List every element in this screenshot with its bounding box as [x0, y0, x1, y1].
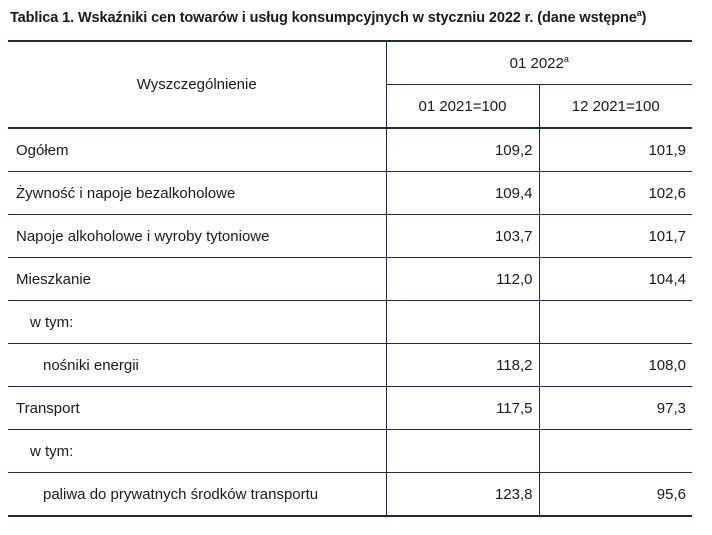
table-row	[8, 215, 692, 258]
row-label: Napoje alkoholowe i wyroby tytoniowe	[8, 215, 386, 258]
price-index-table	[8, 40, 692, 517]
value-vs-dec-2021: 101,9	[539, 128, 692, 172]
value-vs-dec-2021	[539, 301, 692, 344]
value-vs-jan-2021: 109,2	[386, 128, 539, 172]
row-label: paliwa do prywatnych środków transportu	[8, 473, 386, 517]
table-row	[8, 172, 692, 215]
table-row	[8, 301, 692, 344]
row-label: nośniki energii	[8, 344, 386, 387]
value-vs-dec-2021	[539, 430, 692, 473]
value-vs-jan-2021: 118,2	[386, 344, 539, 387]
value-vs-dec-2021: 95,6	[539, 473, 692, 517]
header-period-footnote-mark: a	[563, 54, 569, 64]
row-label: w tym:	[8, 301, 386, 344]
table-header	[8, 41, 692, 128]
table-title	[10, 8, 646, 26]
header-base-month: 12 2021=100	[539, 85, 692, 129]
value-vs-dec-2021: 102,6	[539, 172, 692, 215]
table-row	[8, 473, 692, 517]
value-vs-dec-2021: 101,7	[539, 215, 692, 258]
table-row	[8, 258, 692, 301]
value-vs-jan-2021: 123,8	[386, 473, 539, 517]
row-label: Żywność i napoje bezalkoholowe	[8, 172, 386, 215]
value-vs-jan-2021: 103,7	[386, 215, 539, 258]
value-vs-dec-2021: 108,0	[539, 344, 692, 387]
value-vs-dec-2021: 104,4	[539, 258, 692, 301]
table-title-text: Tablica 1. Wskaźniki cen towarów i usług konsumpcyjnych w styczniu 2022 r. (dane wstępne	[10, 9, 637, 26]
header-period-group	[386, 41, 692, 85]
value-vs-jan-2021: 117,5	[386, 387, 539, 430]
table-row	[8, 344, 692, 387]
header-base-year: 01 2021=100	[386, 85, 539, 129]
table-row	[8, 128, 692, 172]
value-vs-jan-2021: 109,4	[386, 172, 539, 215]
row-label: Mieszkanie	[8, 258, 386, 301]
value-vs-dec-2021: 97,3	[539, 387, 692, 430]
value-vs-jan-2021: 112,0	[386, 258, 539, 301]
table-title-footnote-mark: a	[636, 8, 642, 18]
header-period-label: 01 2022	[509, 55, 564, 72]
table-row	[8, 387, 692, 430]
value-vs-jan-2021	[386, 430, 539, 473]
table-body	[8, 128, 692, 516]
value-vs-jan-2021	[386, 301, 539, 344]
row-label: w tym:	[8, 430, 386, 473]
table-title-close: )	[641, 9, 647, 26]
table-row	[8, 430, 692, 473]
row-label: Ogółem	[8, 128, 386, 172]
row-label: Transport	[8, 387, 386, 430]
header-description: Wyszczególnienie	[8, 41, 386, 128]
